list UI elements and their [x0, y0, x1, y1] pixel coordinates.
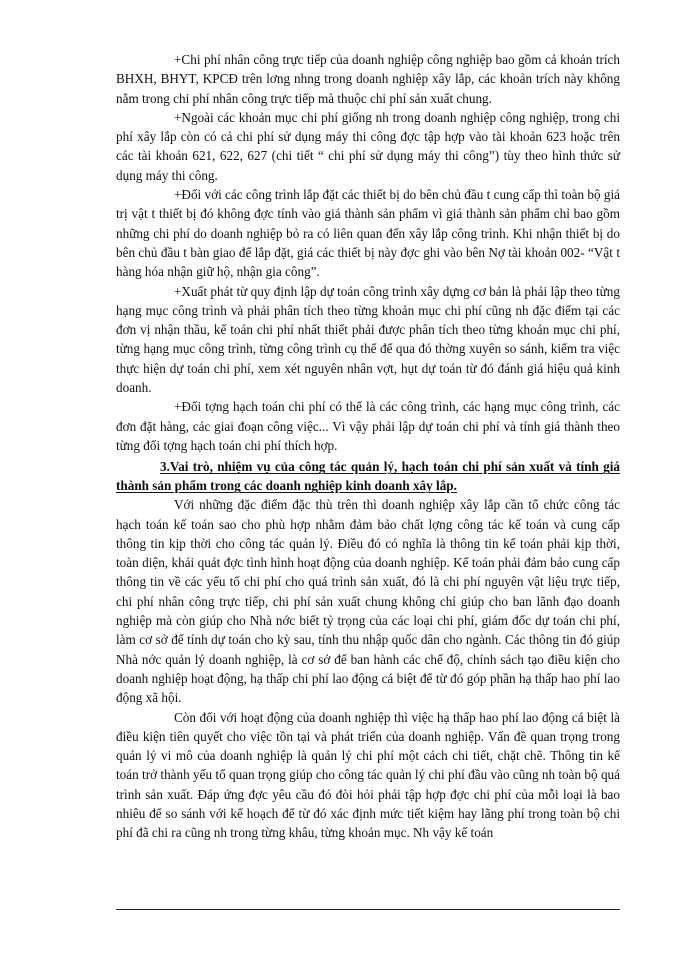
document-body [116, 50, 620, 843]
paragraph-accounting-role: Với những đặc điểm đặc thù trên thì doanh nghiệp xây lắp cần tổ chức công tác hạch toán kế toán sao cho phù hợp nhằm đảm bảo chất lợng công tác kế toán và cung cấp thông tin kịp thời cho công tác quản lý. Điều đó có nghĩa là thông tin kế toán phải kịp thời, toàn diện, khái quát đợc tình hình hoạt động của doanh nghiệp. Kế toán phải đảm bảo cung cấp thông tin về các yếu tố chi phí cho quá trình sản xuất, đó là chi phí nguyên vật liệu trực tiếp, chi phí nhân công trực tiếp, chi phí sản xuất chung không chỉ giúp cho ban lãnh đạo doanh nghiệp mà còn giúp cho Nhà nớc biết tỷ trọng của các loại chi phí, giám đốc dự toán chi phí, làm cơ sở để tính dự toán cho kỳ sau, tính thu nhập quốc dân cho ngành. Các thông tin đó giúp Nhà nớc quản lý doanh nghiệp, là cơ sở để ban hành các chế độ, chính sách tạo điều kiện cho doanh nghiệp hoạt động, hạ thấp chi phí lao động cá biệt để từ đó góp phần hạ thấp hao phí lao động xã hội. [116, 497, 620, 706]
paragraph-labor-cost: +Chi phí nhân công trực tiếp của doanh nghiệp công nghiệp bao gồm cả khoản trích BHXH, BHYT, KPCĐ trên lơng nhng trong doanh nghiệp xây lắp, các khoản trích này không nằm trong chi phí nhân công trực tiếp mà thuộc chi phí sản xuất chung. [116, 52, 620, 106]
paragraph-cost-management: Còn đối với hoạt động của doanh nghiệp thì việc hạ thấp hao phí lao động cá biệt là điều kiện tiên quyết cho việc tồn tại và phát triển của doanh nghiệp. Vấn đề quan trọng trong quản lý vi mô của doanh nghiệp là quản lý chi phí một cách chi tiết, chặt chẽ. Thông tin kế toán trở thành yếu tố quan trọng giúp cho công tác quản lý chi phí đầu vào cũng nh toàn bộ quá trình sản xuất. Đáp ứng đợc yêu cầu đó đòi hỏi phải tập hợp đợc chi phí của mỗi loại là bao nhiêu để so sánh với kế hoạch để từ đó xác định mức tiết kiệm hay lãng phí trong toàn bộ chi phí đã chi ra cũng nh trong từng khâu, từng khoản mục. Nh vậy kế toán [116, 709, 620, 841]
paragraph-cost-estimate: +Xuất phát từ quy định lập dự toán công trình xây dựng cơ bản là phải lập theo từng hạng mục công trình và phải phân tích theo từng khoản mục chi phí cũng nh đặc điểm tại các đơn vị nhận thầu, kế toán chi phí nhất thiết phải được phân tích theo từng khoản mục chi phí, từng hạng mục công trình, từng công trình cụ thể để qua đó thờng xuyên so sánh, kiểm tra việc thực hiện dự toán chi phí, xem xét nguyên nhân vợt, hụt dự toán từ đó đánh giá hiệu quả kinh doanh. [116, 283, 620, 396]
paragraph-equipment-installation: +Đối với các công trình lắp đặt các thiết bị do bên chủ đầu t cung cấp thì toàn bộ giá trị vật t thiết bị đó không đợc tính vào giá thành sản phẩm vì giá thành sản phẩm chỉ bao gồm những chi phí do doanh nghiệp bỏ ra có liên quan đến xây lắp công trình. Khi nhận thiết bị do bên chủ đầu t bàn giao để lắp đặt, giá các thiết bị này đợc ghi vào bên Nợ tài khoản 002- “Vật t hàng hóa nhận giữ hộ, nhận gia công”. [116, 187, 620, 280]
section-heading: 3.Vai trò, nhiệm vụ của công tác quản lý, hạch toán chi phí sản xuất và tính giá thành sản phẩm trong các doanh nghiệp kinh doanh xây lắp. [116, 459, 620, 494]
paragraph-machine-cost: +Ngoài các khoản mục chi phí giống nh trong doanh nghiệp công nghiệp, trong chi phí xây lắp còn có cả chi phí sử dụng máy thi công đợc tập hợp vào tài khoản 623 hoặc trên các tài khoản 621, 622, 627 (chi tiết “ chi phí sử dụng máy thi công”) tùy theo hình thức sử dụng máy thi công. [116, 109, 620, 183]
footer-divider [116, 909, 620, 910]
paragraph-cost-object: +Đối tợng hạch toán chi phí có thể là các công trình, các hạng mục công trình, các đơn đặt hàng, các giai đoạn công việc... Vì vậy phải lập dự toán chi phí và tính giá thành theo từng đối tợng hạch toán chi phí thích hợp. [116, 399, 620, 453]
